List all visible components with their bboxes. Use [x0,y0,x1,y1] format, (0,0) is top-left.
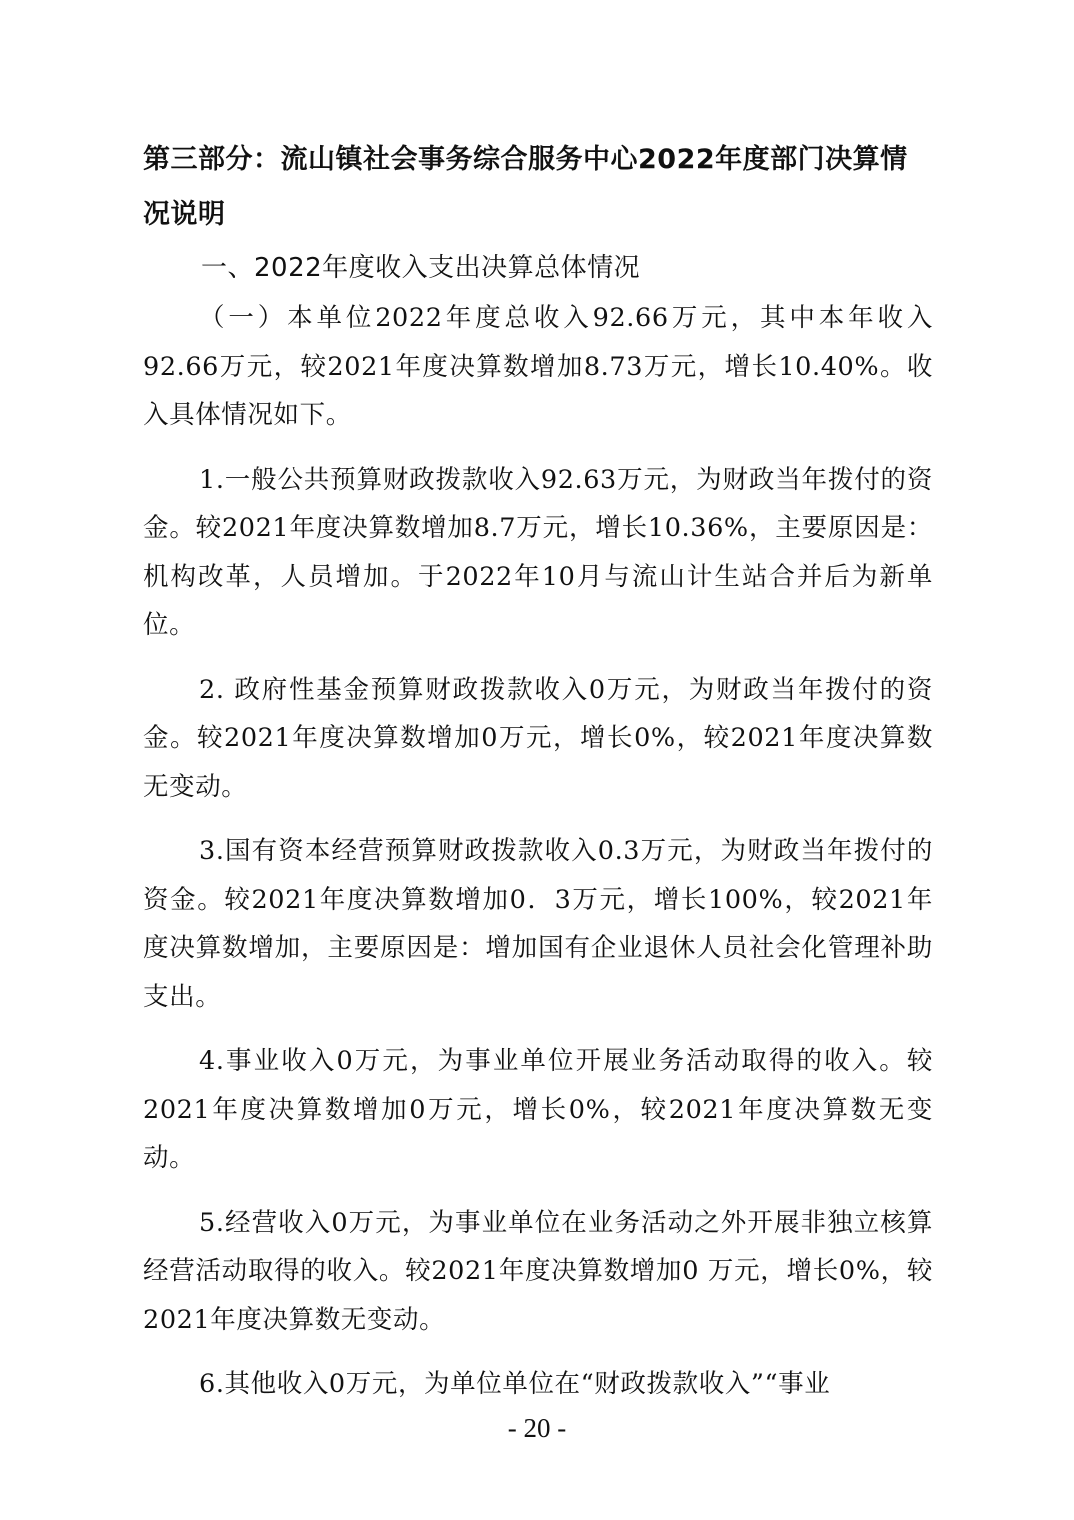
paragraph-operating-income: 5.经营收入0万元，为事业单位在业务活动之外开展非独立核算经营活动取得的收入。较2021年度决算数增加0 万元，增长0%，较2021年度决算数无变动。 [143,1207,933,1335]
paragraph-other-income: 6.其他收入0万元，为单位单位在“财政拨款收入”“事业 [199,1369,831,1399]
section-heading: 一、2022年度收入支出决算总体情况 [201,253,641,283]
paragraph-business-income: 4.事业收入0万元，为事业单位开展业务活动取得的收入。较2021年度决算数增加0万元，增长0%，较2021年度决算数无变动。 [143,1046,933,1173]
paragraph-total-income: （一）本单位2022年度总收入92.66万元，其中本年收入92.66万元，较2021年度决算数增加8.73万元，增长10.40%。收入具体情况如下。 [143,303,933,430]
document-body [143,132,933,1425]
paragraph-state-capital: 3.国有资本经营预算财政拨款收入0.3万元，为财政当年拨付的资金。较2021年度决算数增加0．3万元，增长100%，较2021年度决算数增加，主要原因是：增加国有企业退休人员社会化管理补助支出。 [143,836,933,1012]
paragraph-government-fund: 2. 政府性基金预算财政拨款收入0万元，为财政当年拨付的资金。较2021年度决算数增加0万元，增长0%，较2021年度决算数无变动。 [143,674,933,802]
document-title: 第三部分：流山镇社会事务综合服务中心2022年度部门决算情况说明 [143,144,908,230]
page-number: - 20 - [507,1413,567,1443]
paragraph-general-budget: 1.一般公共预算财政拨款收入92.63万元，为财政当年拨付的资金。较2021年度决算数增加8.7万元，增长10.36%，主要原因是：机构改革，人员增加。于2022年10月与流山计生站合并后为新单位。 [143,464,933,640]
